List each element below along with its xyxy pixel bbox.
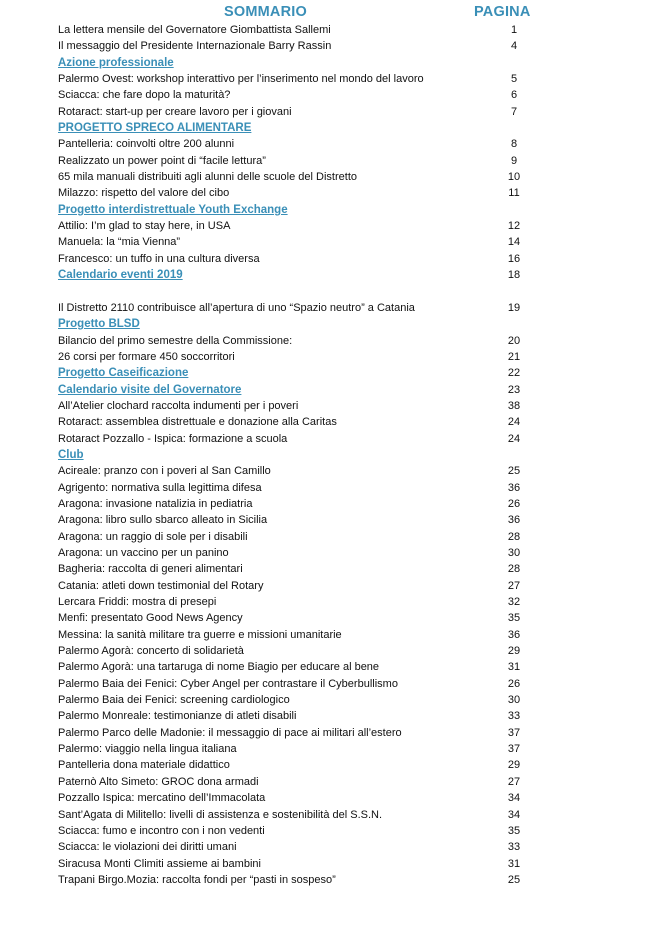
toc-section-heading	[58, 267, 538, 283]
entry-title: Francesco: un tuffo in una cultura diversa	[58, 252, 260, 265]
toc-entry	[58, 643, 538, 659]
page-number: 34	[507, 792, 521, 805]
toc-entry	[58, 578, 538, 594]
entry-title: Pantelleria: coinvolti oltre 200 alunni	[58, 138, 235, 151]
toc-entry	[58, 218, 538, 234]
entry-title: Attilio: I’m glad to stay here, in USA	[58, 220, 231, 233]
toc-entry	[58, 774, 538, 790]
toc-entry	[58, 807, 538, 823]
entry-title: La lettera mensile del Governatore Giombattista Sallemi	[58, 24, 331, 36]
page-number: 36	[507, 481, 521, 494]
page-number: 36	[507, 628, 521, 641]
entry-title: Sciacca: fumo e incontro con i non vedenti	[58, 824, 265, 837]
entry-title: Sciacca: le violazioni dei diritti umani	[58, 841, 237, 854]
page-number: 33	[507, 710, 521, 723]
toc-section-heading	[58, 447, 538, 463]
page-number: 37	[507, 743, 521, 756]
entry-title: Palermo Baia dei Fenici: screening cardiologico	[58, 694, 290, 707]
entry-title: Palermo Baia dei Fenici: Cyber Angel per contrastare il Cyberbullismo	[58, 677, 398, 690]
page-number: 20	[507, 334, 521, 347]
toc-entry	[58, 594, 538, 610]
page-number: 29	[507, 759, 521, 772]
toc-entry	[58, 136, 538, 152]
toc-entry	[58, 333, 538, 349]
page-number: 36	[507, 514, 521, 527]
page-number: 10	[507, 171, 521, 184]
toc-entry	[58, 856, 538, 872]
page-number: 29	[507, 645, 521, 658]
page-number: 9	[510, 154, 518, 167]
toc-entry	[58, 234, 538, 250]
toc-section-heading	[58, 316, 538, 332]
toc-entry	[58, 561, 538, 577]
entry-title: Il messaggio del Presidente Internazionale Barry Rassin	[58, 40, 332, 53]
toc-entry	[58, 512, 538, 528]
entry-title: Aragona: un raggio di sole per i disabili	[58, 530, 248, 543]
entry-title: Bagheria: raccolta di generi alimentari	[58, 563, 243, 576]
toc-entry	[58, 823, 538, 839]
toc-section-heading	[58, 202, 538, 218]
page-number: 5	[510, 73, 518, 86]
page-number: 35	[507, 612, 521, 625]
toc-entry	[58, 725, 538, 741]
page-number: 35	[507, 824, 521, 837]
entry-title: Rotaract: assemblea distrettuale e donazione alla Caritas	[58, 416, 337, 429]
toc-section-heading	[58, 382, 538, 398]
toc-entry	[58, 708, 538, 724]
entry-title: Aragona: libro sullo sbarco alleato in Sicilia	[58, 514, 268, 527]
entry-title: Milazzo: rispetto del valore del cibo	[58, 187, 230, 200]
page-number: 34	[507, 808, 521, 821]
entry-title: Aragona: invasione natalizia in pediatria	[58, 497, 253, 510]
entry-title: Pantelleria dona materiale didattico	[58, 759, 230, 772]
toc-section-heading	[58, 120, 538, 136]
entry-title: Palermo Monreale: testimonianze di atleti disabili	[58, 710, 297, 723]
page-number: 25	[507, 873, 521, 886]
page-number: 25	[507, 465, 521, 478]
toc-entry	[58, 169, 538, 185]
entry-title: Acireale: pranzo con i poveri al San Camillo	[58, 465, 271, 478]
toc-entry	[58, 300, 538, 316]
toc-section-heading	[58, 55, 538, 71]
toc-title: SOMMARIO	[224, 4, 307, 20]
entry-title: Il Distretto 2110 contribuisce all’apertura di uno “Spazio neutro” a Catania	[58, 301, 415, 314]
toc-entry	[58, 480, 538, 496]
entry-title: Palermo Ovest: workshop interattivo per l’inserimento nel mondo del lavoro	[58, 73, 424, 86]
page-number: 27	[507, 579, 521, 592]
table-of-contents	[58, 22, 538, 888]
page-number: 32	[507, 596, 521, 609]
entry-title: Agrigento: normativa sulla legittima difesa	[58, 481, 262, 494]
entry-title: Rotaract: start-up per creare lavoro per i giovani	[58, 105, 292, 118]
toc-entry	[58, 349, 538, 365]
page-number: 28	[507, 563, 521, 576]
entry-title: Pozzallo Ispica: mercatino dell’Immacolata	[58, 792, 266, 805]
toc-entry	[58, 529, 538, 545]
entry-title: Paternò Alto Simeto: GROC dona armadi	[58, 775, 259, 788]
page-number: 24	[507, 432, 521, 445]
toc-header	[0, 4, 655, 24]
entry-title: Siracusa Monti Climiti assieme ai bambini	[58, 857, 261, 870]
toc-entry	[58, 659, 538, 675]
toc-entry	[58, 71, 538, 87]
toc-entry	[58, 38, 538, 54]
page-number: 31	[507, 857, 521, 870]
entry-title: Manuela: la “mia Vienna”	[58, 236, 181, 249]
entry-title: Palermo: viaggio nella lingua italiana	[58, 743, 237, 756]
entry-title: Palermo Agorà: concerto di solidarietà	[58, 645, 244, 658]
page-number: 28	[507, 530, 521, 543]
entry-title: Lercara Friddi: mostra di presepi	[58, 596, 217, 609]
section-title: Azione professionale	[58, 56, 174, 69]
toc-entry	[58, 398, 538, 414]
section-title: PROGETTO SPRECO ALIMENTARE	[58, 122, 252, 135]
entry-title: 26 corsi per formare 450 soccorritori	[58, 350, 235, 363]
section-title: Club	[58, 448, 84, 461]
page-number: 7	[510, 105, 518, 118]
page-number: 37	[507, 726, 521, 739]
toc-entry	[58, 87, 538, 103]
page-number: 14	[507, 236, 521, 249]
toc-entry	[58, 839, 538, 855]
page-number: 1	[510, 24, 518, 36]
entry-title: 65 mila manuali distribuiti agli alunni delle scuole del Distretto	[58, 171, 357, 184]
page-number: 23	[507, 383, 521, 396]
toc-entry	[58, 545, 538, 561]
page-number: 24	[507, 416, 521, 429]
page-number: 30	[507, 694, 521, 707]
entry-title: Palermo Parco delle Madonie: il messaggio di pace ai militari all’estero	[58, 726, 402, 739]
toc-entry	[58, 414, 538, 430]
toc-entry	[58, 185, 538, 201]
page-number: 26	[507, 497, 521, 510]
toc-entry	[58, 676, 538, 692]
toc-entry	[58, 692, 538, 708]
entry-title: Bilancio del primo semestre della Commissione:	[58, 334, 293, 347]
section-title: Progetto Caseificazione	[58, 367, 189, 380]
section-title: Calendario eventi 2019	[58, 269, 183, 282]
page-number: 38	[507, 399, 521, 412]
page-number: 6	[510, 89, 518, 102]
page-number: 19	[507, 301, 521, 314]
toc-section-heading	[58, 365, 538, 381]
entry-title: Sant’Agata di Militello: livelli di assistenza e sostenibilità del S.S.N.	[58, 808, 383, 821]
entry-title: Menfi: presentato Good News Agency	[58, 612, 243, 625]
entry-title: All’Atelier clochard raccolta indumenti per i poveri	[58, 399, 299, 412]
toc-entry	[58, 741, 538, 757]
page-number: 27	[507, 775, 521, 788]
section-title: Progetto interdistrettuale Youth Exchange	[58, 203, 288, 216]
toc-entry	[58, 463, 538, 479]
toc-entry	[58, 790, 538, 806]
entry-title: Messina: la sanità militare tra guerre e missioni umanitarie	[58, 628, 342, 641]
page-number: 4	[510, 40, 518, 53]
toc-entry	[58, 251, 538, 267]
entry-title: Realizzato un power point di “facile lettura”	[58, 154, 266, 167]
page-number: 8	[510, 138, 518, 151]
page-number: 18	[507, 269, 521, 282]
toc-entry	[58, 22, 538, 38]
toc-entry	[58, 757, 538, 773]
page-column-header: PAGINA	[474, 4, 531, 20]
page-number: 26	[507, 677, 521, 690]
toc-entry	[58, 627, 538, 643]
page-number: 21	[507, 350, 521, 363]
toc-entry	[58, 610, 538, 626]
page-number: 11	[508, 187, 520, 200]
entry-title: Aragona: un vaccino per un panino	[58, 547, 229, 559]
entry-title: Trapani Birgo.Mozia: raccolta fondi per “pasti in sospeso”	[58, 873, 336, 886]
entry-title: Sciacca: che fare dopo la maturità?	[58, 89, 231, 102]
page-number: 31	[507, 661, 521, 674]
toc-entry	[58, 104, 538, 120]
page-number: 22	[507, 367, 521, 380]
toc-spacer	[58, 284, 538, 300]
page-number: 16	[507, 252, 521, 265]
entry-title: Catania: atleti down testimonial del Rotary	[58, 579, 264, 592]
section-title: Calendario visite del Governatore	[58, 383, 242, 396]
toc-entry	[58, 872, 538, 888]
page-number: 33	[507, 841, 521, 854]
page-number: 12	[507, 220, 521, 233]
section-title: Progetto BLSD	[58, 318, 140, 331]
toc-entry	[58, 153, 538, 169]
page-number: 30	[507, 547, 521, 559]
toc-entry	[58, 431, 538, 447]
toc-entry	[58, 496, 538, 512]
entry-title: Rotaract Pozzallo - Ispica: formazione a scuola	[58, 432, 288, 445]
entry-title: Palermo Agorà: una tartaruga di nome Biagio per educare al bene	[58, 661, 380, 674]
